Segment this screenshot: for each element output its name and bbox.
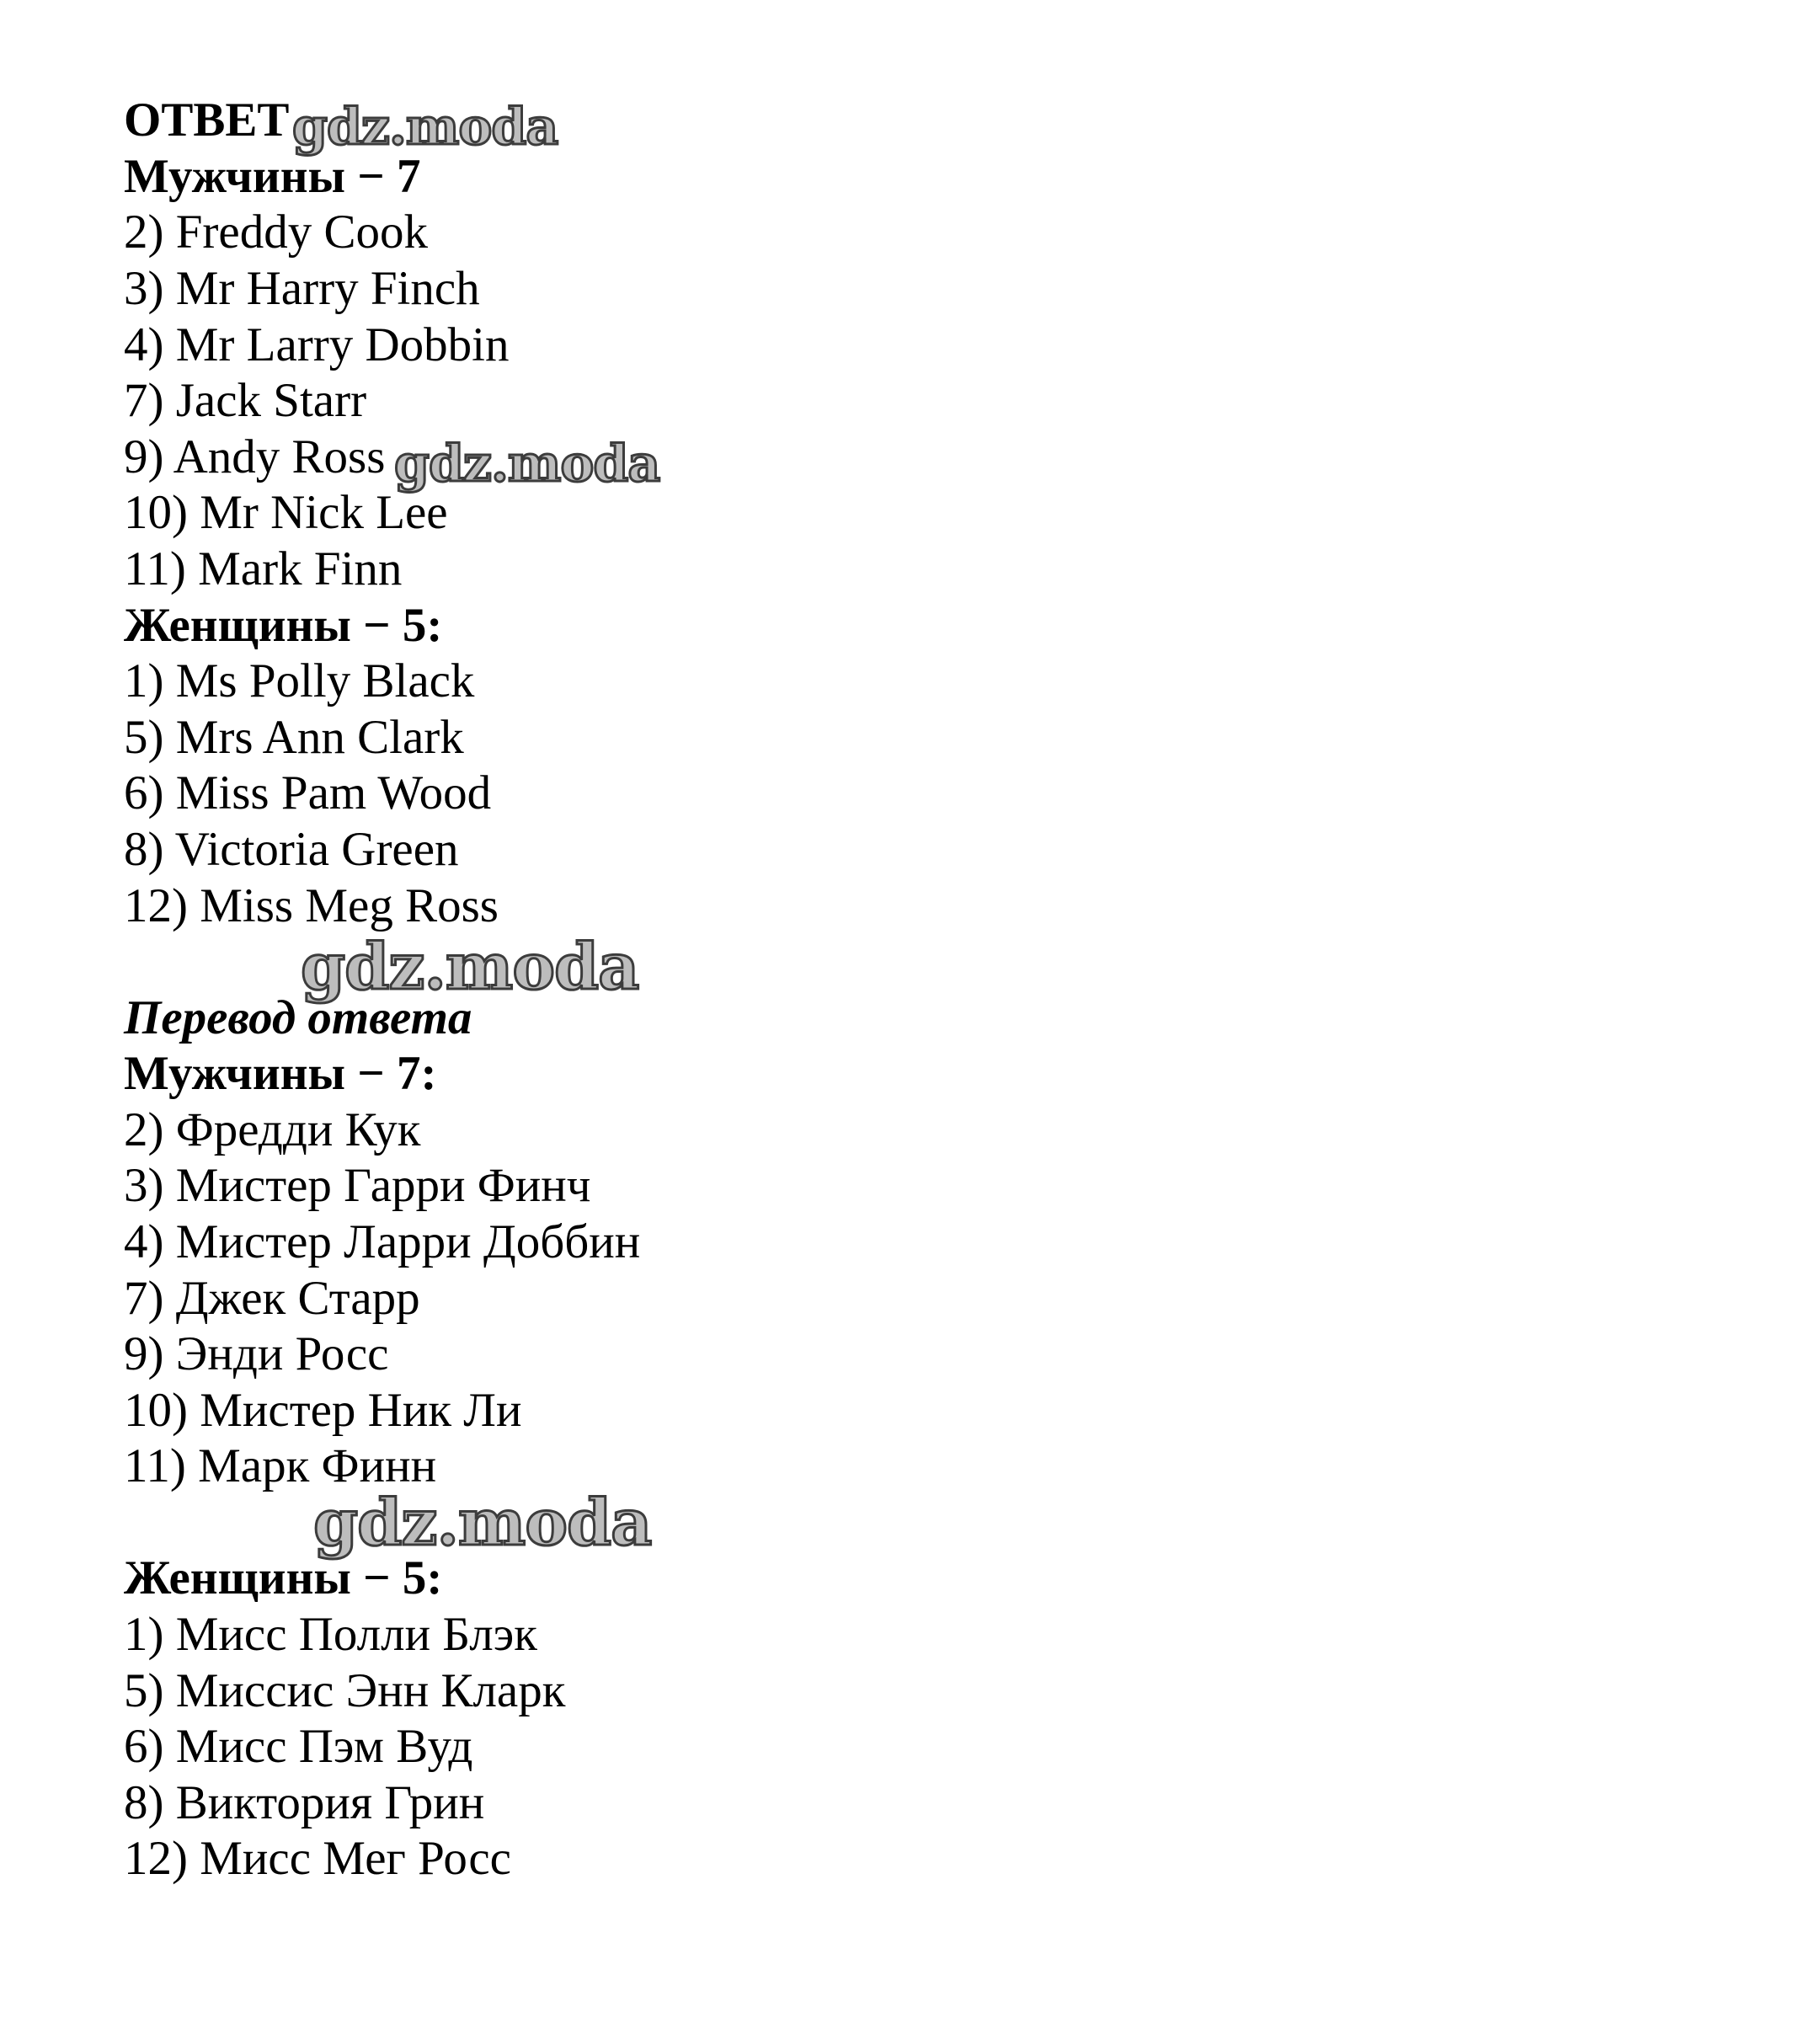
translation-heading: Перевод ответа [124,991,472,1044]
answer-women-heading: Женщины − 5: [124,599,443,652]
answer-men-item: 4) Mr Larry Dobbin [124,318,510,371]
answer-women-item: 5) Mrs Ann Clark [124,711,464,764]
answer-men-item: 10) Mr Nick Lee [124,486,448,539]
translation-men-item: 10) Мистер Ник Ли [124,1384,522,1437]
translation-women-item: 8) Виктория Грин [124,1776,485,1829]
answer-men-heading: Мужчины − 7 [124,150,421,203]
watermark: gdz.moda [313,1485,652,1560]
answer-women-item: 12) Miss Meg Ross [124,879,499,932]
answer-women-item: 6) Miss Pam Wood [124,766,492,819]
translation-women-heading: Женщины − 5: [124,1551,443,1604]
answer-men-item: 9) Andy Ross [124,430,386,483]
translation-women-item: 1) Мисс Полли Блэк [124,1608,537,1661]
watermark: gdz.moda [292,98,558,157]
answer-men-item: 3) Mr Harry Finch [124,262,480,315]
translation-men-item: 2) Фредди Кук [124,1103,421,1156]
translation-men-heading: Мужчины − 7: [124,1047,437,1100]
translation-men-item: 4) Мистер Ларри Доббин [124,1215,641,1268]
translation-women-item: 12) Мисс Мег Росс [124,1832,511,1885]
answer-women-item: 1) Ms Polly Black [124,654,475,707]
answer-women-item: 8) Victoria Green [124,823,459,876]
translation-men-item: 3) Мистер Гарри Финч [124,1159,591,1212]
watermark: gdz.moda [394,435,660,494]
answer-men-item: 7) Jack Starr [124,374,367,427]
translation-men-item: 11) Марк Финн [124,1439,437,1492]
watermark: gdz.moda [301,929,639,1004]
translation-men-item: 9) Энди Росс [124,1327,389,1380]
answer-men-item: 2) Freddy Cook [124,206,428,259]
translation-women-item: 6) Мисс Пэм Вуд [124,1720,473,1773]
answer-heading: ОТВЕТ [124,93,290,147]
translation-women-item: 5) Миссис Энн Кларк [124,1664,566,1717]
translation-men-item: 7) Джек Старр [124,1272,420,1325]
answer-men-item: 11) Mark Finn [124,542,403,595]
